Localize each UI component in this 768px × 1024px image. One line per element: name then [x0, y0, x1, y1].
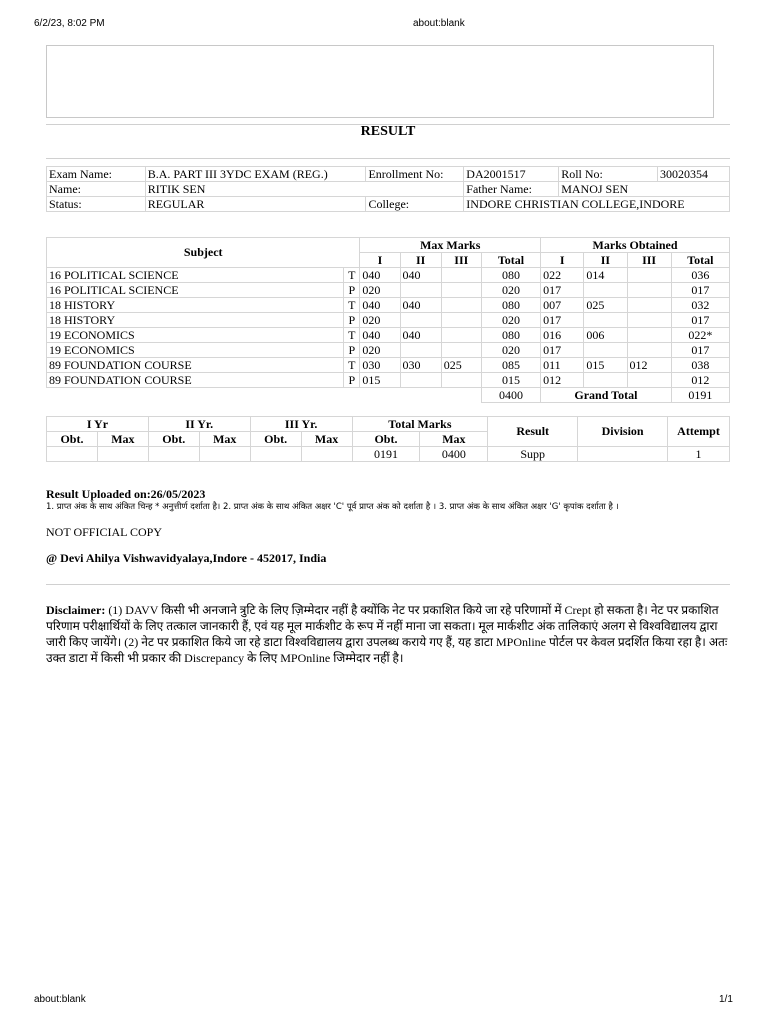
iii-yr-max-header: Max	[301, 432, 352, 447]
name-value: RITIK SEN	[145, 182, 464, 197]
obt-iii-cell: 012	[627, 358, 671, 373]
roll-label: Roll No:	[559, 167, 658, 182]
subject-cell: 19 ECONOMICS	[47, 328, 344, 343]
subject-cell: 16 POLITICAL SCIENCE	[47, 268, 344, 283]
result-notes: 1. प्राप्त अंक के साथ अंकित चिन्ह * अनुत्तीर्ण दर्शाता है। 2. प्राप्त अंक के साथ अंकित अक्षर 'C' पूर्व प्राप्त अंक को दर्शाता है । 3. प्राप्त अंक के साथ अंकित अक्षर 'G' कृपांक दर्शाता है ।	[46, 502, 619, 512]
obt-total-cell: 038	[671, 358, 729, 373]
obt-total-cell: 032	[671, 298, 729, 313]
result-value: Supp	[488, 447, 578, 462]
marks-row	[47, 298, 730, 313]
obt-i-cell: 017	[541, 343, 584, 358]
obt-total-cell: 012	[671, 373, 729, 388]
divider-disclaimer	[46, 584, 730, 585]
obt-ii-cell	[584, 313, 627, 328]
page-title: RESULT	[360, 124, 416, 139]
obt-i-cell: 017	[541, 283, 584, 298]
iii-yr-max	[301, 447, 352, 462]
grand-total-row	[47, 388, 730, 403]
paper-type-cell: T	[344, 268, 360, 283]
max-ii-cell	[400, 343, 441, 358]
subject-cell: 89 FOUNDATION COURSE	[47, 358, 344, 373]
max-i-cell: 020	[360, 343, 400, 358]
paper-type-cell: T	[344, 358, 360, 373]
max-ii-cell	[400, 373, 441, 388]
obt-col-iii: III	[627, 253, 671, 268]
print-page-title: about:blank	[413, 18, 465, 29]
max-col-i: I	[360, 253, 400, 268]
subject-cell: 89 FOUNDATION COURSE	[47, 373, 344, 388]
college-value: INDORE CHRISTIAN COLLEGE,INDORE	[464, 197, 730, 212]
university-address: @ Devi Ahilya Vishwavidyalaya,Indore - 452017, India	[46, 551, 327, 565]
obt-total-cell: 022*	[671, 328, 729, 343]
enrollment-value: DA2001517	[464, 167, 559, 182]
max-col-ii: II	[400, 253, 441, 268]
obt-ii-cell: 006	[584, 328, 627, 343]
student-info-table	[46, 166, 730, 212]
max-iii-cell: 025	[441, 358, 481, 373]
max-iii-cell	[441, 283, 481, 298]
i-yr-obt-header: Obt.	[47, 432, 98, 447]
subject-cell: 16 POLITICAL SCIENCE	[47, 283, 344, 298]
status-value: REGULAR	[145, 197, 366, 212]
iii-yr-header: III Yr.	[250, 417, 352, 432]
ii-yr-header: II Yr.	[148, 417, 250, 432]
subject-cell: 19 ECONOMICS	[47, 343, 344, 358]
subject-header: Subject	[47, 238, 360, 268]
enrollment-label: Enrollment No:	[366, 167, 464, 182]
marks-row	[47, 268, 730, 283]
max-total-cell: 080	[481, 298, 540, 313]
obt-iii-cell	[627, 313, 671, 328]
attempt-value: 1	[668, 447, 730, 462]
max-total-cell: 080	[481, 268, 540, 283]
max-total-cell: 015	[481, 373, 540, 388]
max-i-cell: 040	[360, 268, 400, 283]
obt-total-cell: 017	[671, 313, 729, 328]
obt-ii-cell	[584, 373, 627, 388]
max-i-cell: 020	[360, 313, 400, 328]
marks-row	[47, 358, 730, 373]
max-ii-cell: 040	[400, 298, 441, 313]
print-footer-url: about:blank	[34, 994, 86, 1005]
obt-total-cell: 017	[671, 283, 729, 298]
max-marks-header: Max Marks	[360, 238, 541, 253]
father-name-value: MANOJ SEN	[559, 182, 730, 197]
marks-row	[47, 283, 730, 298]
marks-table	[46, 237, 730, 403]
obt-ii-cell	[584, 283, 627, 298]
ii-yr-obt-header: Obt.	[148, 432, 199, 447]
obt-i-cell: 007	[541, 298, 584, 313]
obt-iii-cell	[627, 328, 671, 343]
marks-row	[47, 328, 730, 343]
max-i-cell: 030	[360, 358, 400, 373]
exam-name-label: Exam Name:	[47, 167, 146, 182]
obt-ii-cell: 025	[584, 298, 627, 313]
summary-table	[46, 416, 730, 462]
max-total-cell: 085	[481, 358, 540, 373]
info-row	[47, 167, 730, 182]
max-ii-cell: 040	[400, 328, 441, 343]
obt-i-cell: 017	[541, 313, 584, 328]
paper-type-cell: T	[344, 298, 360, 313]
marks-row	[47, 313, 730, 328]
exam-name-value: B.A. PART III 3YDC EXAM (REG.)	[145, 167, 366, 182]
obt-iii-cell	[627, 343, 671, 358]
obt-total-cell: 017	[671, 343, 729, 358]
total-obt-header: Obt.	[352, 432, 420, 447]
i-yr-obt	[47, 447, 98, 462]
header-banner-box	[46, 45, 714, 118]
result-uploaded-date: Result Uploaded on:26/05/2023	[46, 487, 206, 501]
ii-yr-max	[199, 447, 250, 462]
paper-type-cell: P	[344, 343, 360, 358]
obt-grand-total: 0191	[671, 388, 729, 403]
info-row	[47, 197, 730, 212]
obt-ii-cell: 015	[584, 358, 627, 373]
obt-col-total: Total	[671, 253, 729, 268]
paper-type-cell: P	[344, 283, 360, 298]
max-i-cell: 015	[360, 373, 400, 388]
paper-type-cell: P	[344, 313, 360, 328]
division-value	[578, 447, 668, 462]
obt-i-cell: 011	[541, 358, 584, 373]
i-yr-max	[97, 447, 148, 462]
total-max-header: Max	[420, 432, 488, 447]
i-yr-max-header: Max	[97, 432, 148, 447]
ii-yr-obt	[148, 447, 199, 462]
max-iii-cell	[441, 373, 481, 388]
disclaimer-label: Disclaimer:	[46, 603, 106, 617]
iii-yr-obt-header: Obt.	[250, 432, 301, 447]
max-ii-cell: 040	[400, 268, 441, 283]
print-datetime: 6/2/23, 8:02 PM	[34, 18, 105, 29]
obt-col-i: I	[541, 253, 584, 268]
paper-type-cell: T	[344, 328, 360, 343]
max-total-cell: 020	[481, 343, 540, 358]
total-obt: 0191	[352, 447, 420, 462]
disclaimer-text: (1) DAVV किसी भी अनजाने त्रुटि के लिए ज़िम्मेदार नहीं है क्योंकि नेट पर प्रकाशित किये जा रहे परिणामों में Crept हो सकता है। नेट पर प्रकाशित परिणाम परीक्षार्थियों के लिए तत्काल जानकारी हैं, एवं यह मूल मार्कशीट के रूप में नहीं माना जा सकता। मूल मार्कशीट अंक तालिकाएं अलग से विश्वविद्यालय द्वारा जारी किए जायेंगे। (2) नेट पर प्रकाशित किये जा रहे डाटा विश्वविद्यालय द्वारा उपलब्ध कराये गए हैं, यह डाटा MPOnline पोर्टल पर केवल प्रदर्शित किया रहा है। अतः उक्त डाटा में किसी भी प्रकार की Discrepancy के लिए MPOnline जिम्मेदार नहीं है।	[46, 603, 728, 665]
father-name-label: Father Name:	[464, 182, 559, 197]
max-total-cell: 020	[481, 283, 540, 298]
result-header: Result	[488, 417, 578, 447]
obt-col-ii: II	[584, 253, 627, 268]
divider-title	[46, 158, 730, 159]
max-iii-cell	[441, 268, 481, 283]
print-page-count: 1/1	[719, 994, 733, 1005]
ii-yr-max-header: Max	[199, 432, 250, 447]
max-iii-cell	[441, 298, 481, 313]
name-label: Name:	[47, 182, 146, 197]
division-header: Division	[578, 417, 668, 447]
obt-iii-cell	[627, 373, 671, 388]
max-i-cell: 040	[360, 298, 400, 313]
max-iii-cell	[441, 313, 481, 328]
max-i-cell: 020	[360, 283, 400, 298]
max-total-cell: 080	[481, 328, 540, 343]
max-iii-cell	[441, 343, 481, 358]
max-iii-cell	[441, 328, 481, 343]
obt-iii-cell	[627, 283, 671, 298]
attempt-header: Attempt	[668, 417, 730, 447]
obt-iii-cell	[627, 268, 671, 283]
info-row	[47, 182, 730, 197]
total-max: 0400	[420, 447, 488, 462]
max-grand-total: 0400	[481, 388, 540, 403]
marks-row	[47, 373, 730, 388]
marks-row	[47, 343, 730, 358]
obt-i-cell: 016	[541, 328, 584, 343]
obt-ii-cell	[584, 343, 627, 358]
obt-total-cell: 036	[671, 268, 729, 283]
marks-obtained-header: Marks Obtained	[541, 238, 730, 253]
max-col-iii: III	[441, 253, 481, 268]
max-i-cell: 040	[360, 328, 400, 343]
paper-type-cell: P	[344, 373, 360, 388]
subject-cell: 18 HISTORY	[47, 298, 344, 313]
max-ii-cell	[400, 313, 441, 328]
college-label: College:	[366, 197, 464, 212]
disclaimer	[46, 602, 730, 666]
obt-i-cell: 022	[541, 268, 584, 283]
grand-total-label: Grand Total	[541, 388, 672, 403]
roll-value: 30020354	[658, 167, 730, 182]
obt-iii-cell	[627, 298, 671, 313]
max-col-total: Total	[481, 253, 540, 268]
iii-yr-obt	[250, 447, 301, 462]
not-official-copy: NOT OFFICIAL COPY	[46, 525, 163, 539]
total-marks-header: Total Marks	[352, 417, 488, 432]
summary-values-row	[47, 447, 730, 462]
i-yr-header: I Yr	[47, 417, 149, 432]
subject-cell: 18 HISTORY	[47, 313, 344, 328]
obt-ii-cell: 014	[584, 268, 627, 283]
max-ii-cell	[400, 283, 441, 298]
max-ii-cell: 030	[400, 358, 441, 373]
status-label: Status:	[47, 197, 146, 212]
max-total-cell: 020	[481, 313, 540, 328]
obt-i-cell: 012	[541, 373, 584, 388]
